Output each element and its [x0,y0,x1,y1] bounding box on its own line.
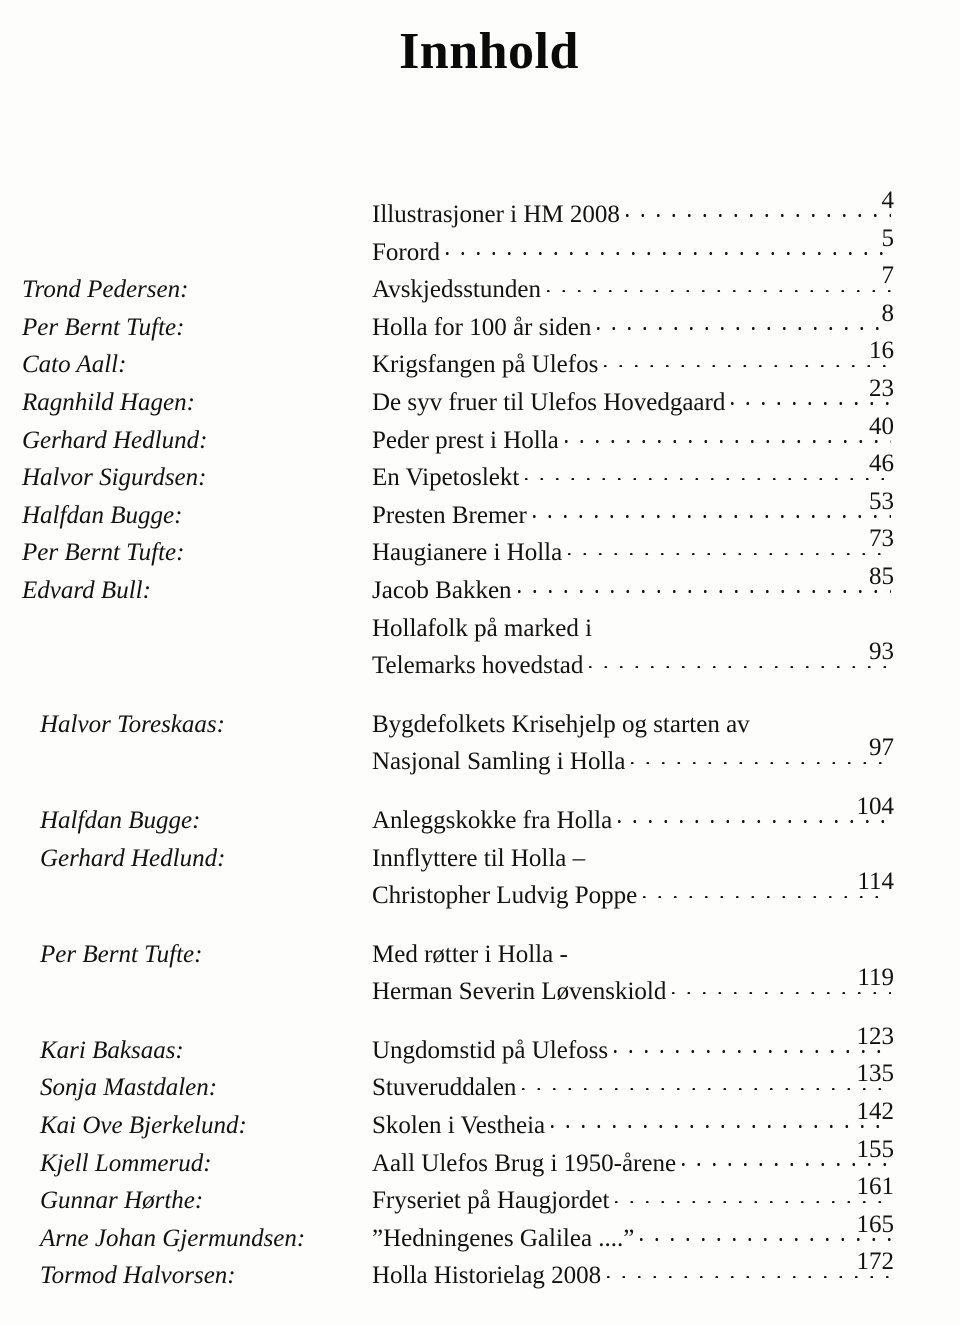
toc-entry-line [372,938,894,971]
toc-entry-author: Ragnhild Hagen: [22,388,195,416]
toc-dot-leader [591,844,891,866]
toc-entry-row[interactable] [0,868,960,915]
toc-entry-title-block [372,525,894,570]
toc-entry-row[interactable] [0,706,960,744]
toc-entry-author: Per Bernt Tufte: [22,539,185,567]
toc-entry-author: Gerhard Hedlund: [22,426,208,454]
toc-entry-title-block [372,412,894,458]
toc-entry-author: Kai Ove Bjerkelund: [40,1112,247,1140]
toc-entry-title-block [372,964,894,1009]
toc-entry-title: Avskjedsstunden [372,276,541,304]
toc-entry-title: Ungdomstid på Ulefoss [372,1036,609,1064]
toc-entry-row[interactable] [0,487,960,535]
toc-entry-title-block [372,562,894,608]
toc-entry-line [372,1222,894,1255]
toc-entry-title-block [372,1022,894,1068]
toc-entry-title: Herman Severin Løvenskiold [372,978,667,1006]
toc-entry-row[interactable] [0,1210,960,1258]
toc-entry-list [0,187,960,1295]
toc-page-number[interactable]: 93 [869,638,894,666]
toc-entry-row[interactable] [0,1098,960,1145]
toc-page-number[interactable]: 7 [881,262,894,290]
toc-entry-line [372,1147,894,1180]
toc-entry-title-block [372,187,894,232]
toc-entry-title-block [372,299,894,345]
toc-entry-row[interactable] [0,792,960,840]
toc-entry-title-block [372,868,894,913]
toc-entry-title-block [372,708,894,742]
toc-entry-row[interactable] [0,525,960,572]
toc-page-number[interactable]: 85 [869,562,894,590]
toc-entry-title-block [372,938,894,972]
toc-entry-row[interactable] [0,1173,960,1220]
toc-entry-title: Presten Bremer [372,501,527,529]
toc-entry-row[interactable] [0,262,960,309]
toc-entry-row[interactable] [0,299,960,347]
toc-dot-leader [598,614,891,636]
toc-page-number[interactable]: 155 [856,1135,894,1163]
toc-entry-line [372,708,894,741]
toc-page-number[interactable]: 142 [856,1098,894,1126]
toc-entry-author: Edvard Bull: [22,576,151,604]
toc-entry-title-block [372,1173,894,1218]
toc-entry-title: Haugianere i Holla [372,539,563,567]
toc-entry-title: Med røtter i Holla - [372,940,568,968]
toc-entry-title: De syv fruer til Ulefos Hovedgaard [372,388,726,416]
toc-entry-row[interactable] [0,734,960,781]
toc-entry-line [372,348,894,381]
toc-entry-author: Halfdan Bugge: [40,806,201,834]
toc-entry-row[interactable] [0,638,960,685]
toc-entry-title-block [372,487,894,533]
toc-page-number[interactable]: 53 [869,487,894,515]
toc-group-gap [0,781,960,802]
toc-page-number[interactable]: 104 [856,792,894,820]
toc-page-number[interactable]: 114 [857,868,894,896]
toc-entry-row[interactable] [0,450,960,497]
toc-entry-row[interactable] [0,964,960,1011]
toc-entry-title: En Vipetoslekt [372,464,520,492]
toc-entry-row[interactable] [0,1135,960,1183]
toc-dot-leader [574,940,891,962]
toc-entry-title: Peder prest i Holla [372,426,559,454]
toc-entry-line [372,1034,894,1067]
toc-entry-title-block [372,1060,894,1105]
toc-entry-line [372,975,894,1008]
toc-entry-title: Anleggskokke fra Holla [372,806,613,834]
toc-entry-title-block [372,337,894,382]
toc-entry-author: Arne Johan Gjermundsen: [40,1224,306,1252]
toc-entry-title: Forord [372,238,441,266]
toc-entry-title-block [372,638,894,683]
toc-entry-line [372,273,894,306]
toc-entry-line [372,804,894,837]
toc-page-number[interactable]: 119 [857,964,894,992]
toc-entry-title-block [372,1248,894,1293]
toc-entry-line [372,236,894,269]
toc-entry-author: Halfdan Bugge: [22,501,183,529]
toc-entry-row[interactable] [0,1060,960,1107]
toc-entry-author: Cato Aall: [22,351,127,379]
toc-entry-title-block [372,1098,894,1143]
toc-entry-line [372,574,894,607]
toc-entry-author: Kari Baksaas: [40,1036,184,1064]
toc-page-number[interactable]: 5 [881,224,894,252]
toc-entry-line [372,842,894,875]
toc-entry-title: Stuveruddalen [372,1074,517,1102]
toc-entry-author: Per Bernt Tufte: [40,940,203,968]
toc-entry-title: Fryseriet på Haugjordet [372,1187,610,1215]
toc-entry-title-block [372,374,894,420]
toc-entry-author: Kjell Lommerud: [40,1149,212,1177]
toc-entry-title: Skolen i Vestheia [372,1112,546,1140]
toc-entry-title-block [372,734,894,779]
toc-page-number[interactable]: 135 [856,1060,894,1088]
toc-page-number[interactable]: 172 [856,1248,894,1276]
toc-entry-author: Gunnar Hørthe: [40,1187,204,1215]
toc-page-number[interactable]: 165 [856,1210,894,1238]
toc-entry-title: Holla for 100 år siden [372,313,592,341]
toc-entry-author: Tormod Halvorsen: [40,1262,236,1290]
toc-entry-title: Innflyttere til Holla – [372,844,586,872]
toc-entry-title-block [372,792,894,838]
toc-entry-line [372,649,894,682]
toc-entry-line [372,424,894,457]
toc-entry-title: Nasjonal Samling i Holla [372,748,626,776]
toc-entry-line [372,198,894,231]
toc-entry-row[interactable] [0,224,960,272]
toc-page-number[interactable]: 8 [881,299,894,327]
toc-page-number[interactable]: 97 [869,734,894,762]
toc-entry-line [372,1184,894,1217]
toc-entry-row[interactable] [0,936,960,974]
toc-dot-leader [756,710,891,732]
toc-group-gap [0,1011,960,1032]
toc-entry-title-block [372,1135,894,1181]
toc-entry-row[interactable] [0,840,960,878]
toc-entry-title-block [372,842,894,876]
toc-entry-row[interactable] [0,337,960,384]
toc-entry-title-block [372,612,894,646]
toc-entry-line [372,536,894,569]
toc-page-number[interactable]: 123 [856,1022,894,1050]
toc-page-number[interactable]: 161 [856,1173,894,1201]
toc-page-number[interactable]: 73 [869,525,894,553]
toc-entry-line [372,612,894,645]
toc-entry-title: Jacob Bakken [372,576,512,604]
toc-entry-row[interactable] [0,374,960,422]
toc-entry-row[interactable] [0,1248,960,1295]
toc-entry-author: Halvor Sigurdsen: [22,464,207,492]
toc-entry-row[interactable] [0,562,960,610]
toc-entry-row[interactable] [0,412,960,460]
toc-page-number[interactable]: 23 [869,374,894,402]
toc-entry-line [372,1071,894,1104]
toc-entry-title-block [372,224,894,270]
toc-group-gap [0,915,960,936]
toc-entry-title-block [372,1210,894,1256]
toc-entry-title: Christopher Ludvig Poppe [372,882,638,910]
toc-entry-author: Sonja Mastdalen: [40,1074,218,1102]
toc-entry-title: Hollafolk på marked i [372,614,593,642]
page-title: Innhold [399,23,579,80]
toc-entry-line [372,1259,894,1292]
toc-entry-line [372,745,894,778]
toc-page-number[interactable]: 46 [869,450,894,478]
toc-entry-line [372,311,894,344]
toc-entry-line [372,499,894,532]
toc-entry-line [372,1109,894,1142]
toc-entry-title: Telemarks hovedstad [372,652,584,680]
toc-entry-author: Halvor Toreskaas: [40,710,225,738]
toc-page-number[interactable]: 4 [881,187,894,214]
toc-entry-title: ”Hedningenes Galilea ....” [372,1224,635,1252]
toc-entry-title: Bygdefolkets Krisehjelp og starten av [372,710,750,738]
toc-page-number[interactable]: 40 [869,412,894,440]
toc-entry-title: Aall Ulefos Brug i 1950-årene [372,1149,677,1177]
toc-entry-title-block [372,262,894,307]
toc-page-number[interactable]: 16 [869,337,894,365]
toc-entry-row[interactable] [0,610,960,648]
toc-entry-title: Illustrasjoner i HM 2008 [372,201,620,228]
toc-entry-row[interactable] [0,187,960,234]
toc-entry-line [372,879,894,912]
toc-entry-line [372,386,894,419]
toc-entry-title-block [372,450,894,495]
toc-entry-author: Gerhard Hedlund: [40,844,226,872]
toc-entry-author: Per Bernt Tufte: [22,313,185,341]
toc-group-gap [0,685,960,706]
toc-entry-row[interactable] [0,1022,960,1070]
toc-entry-line [372,461,894,494]
toc-entry-title: Krigsfangen på Ulefos [372,351,599,379]
toc-entry-title: Holla Historielag 2008 [372,1262,602,1290]
toc-entry-author: Trond Pedersen: [22,276,189,304]
